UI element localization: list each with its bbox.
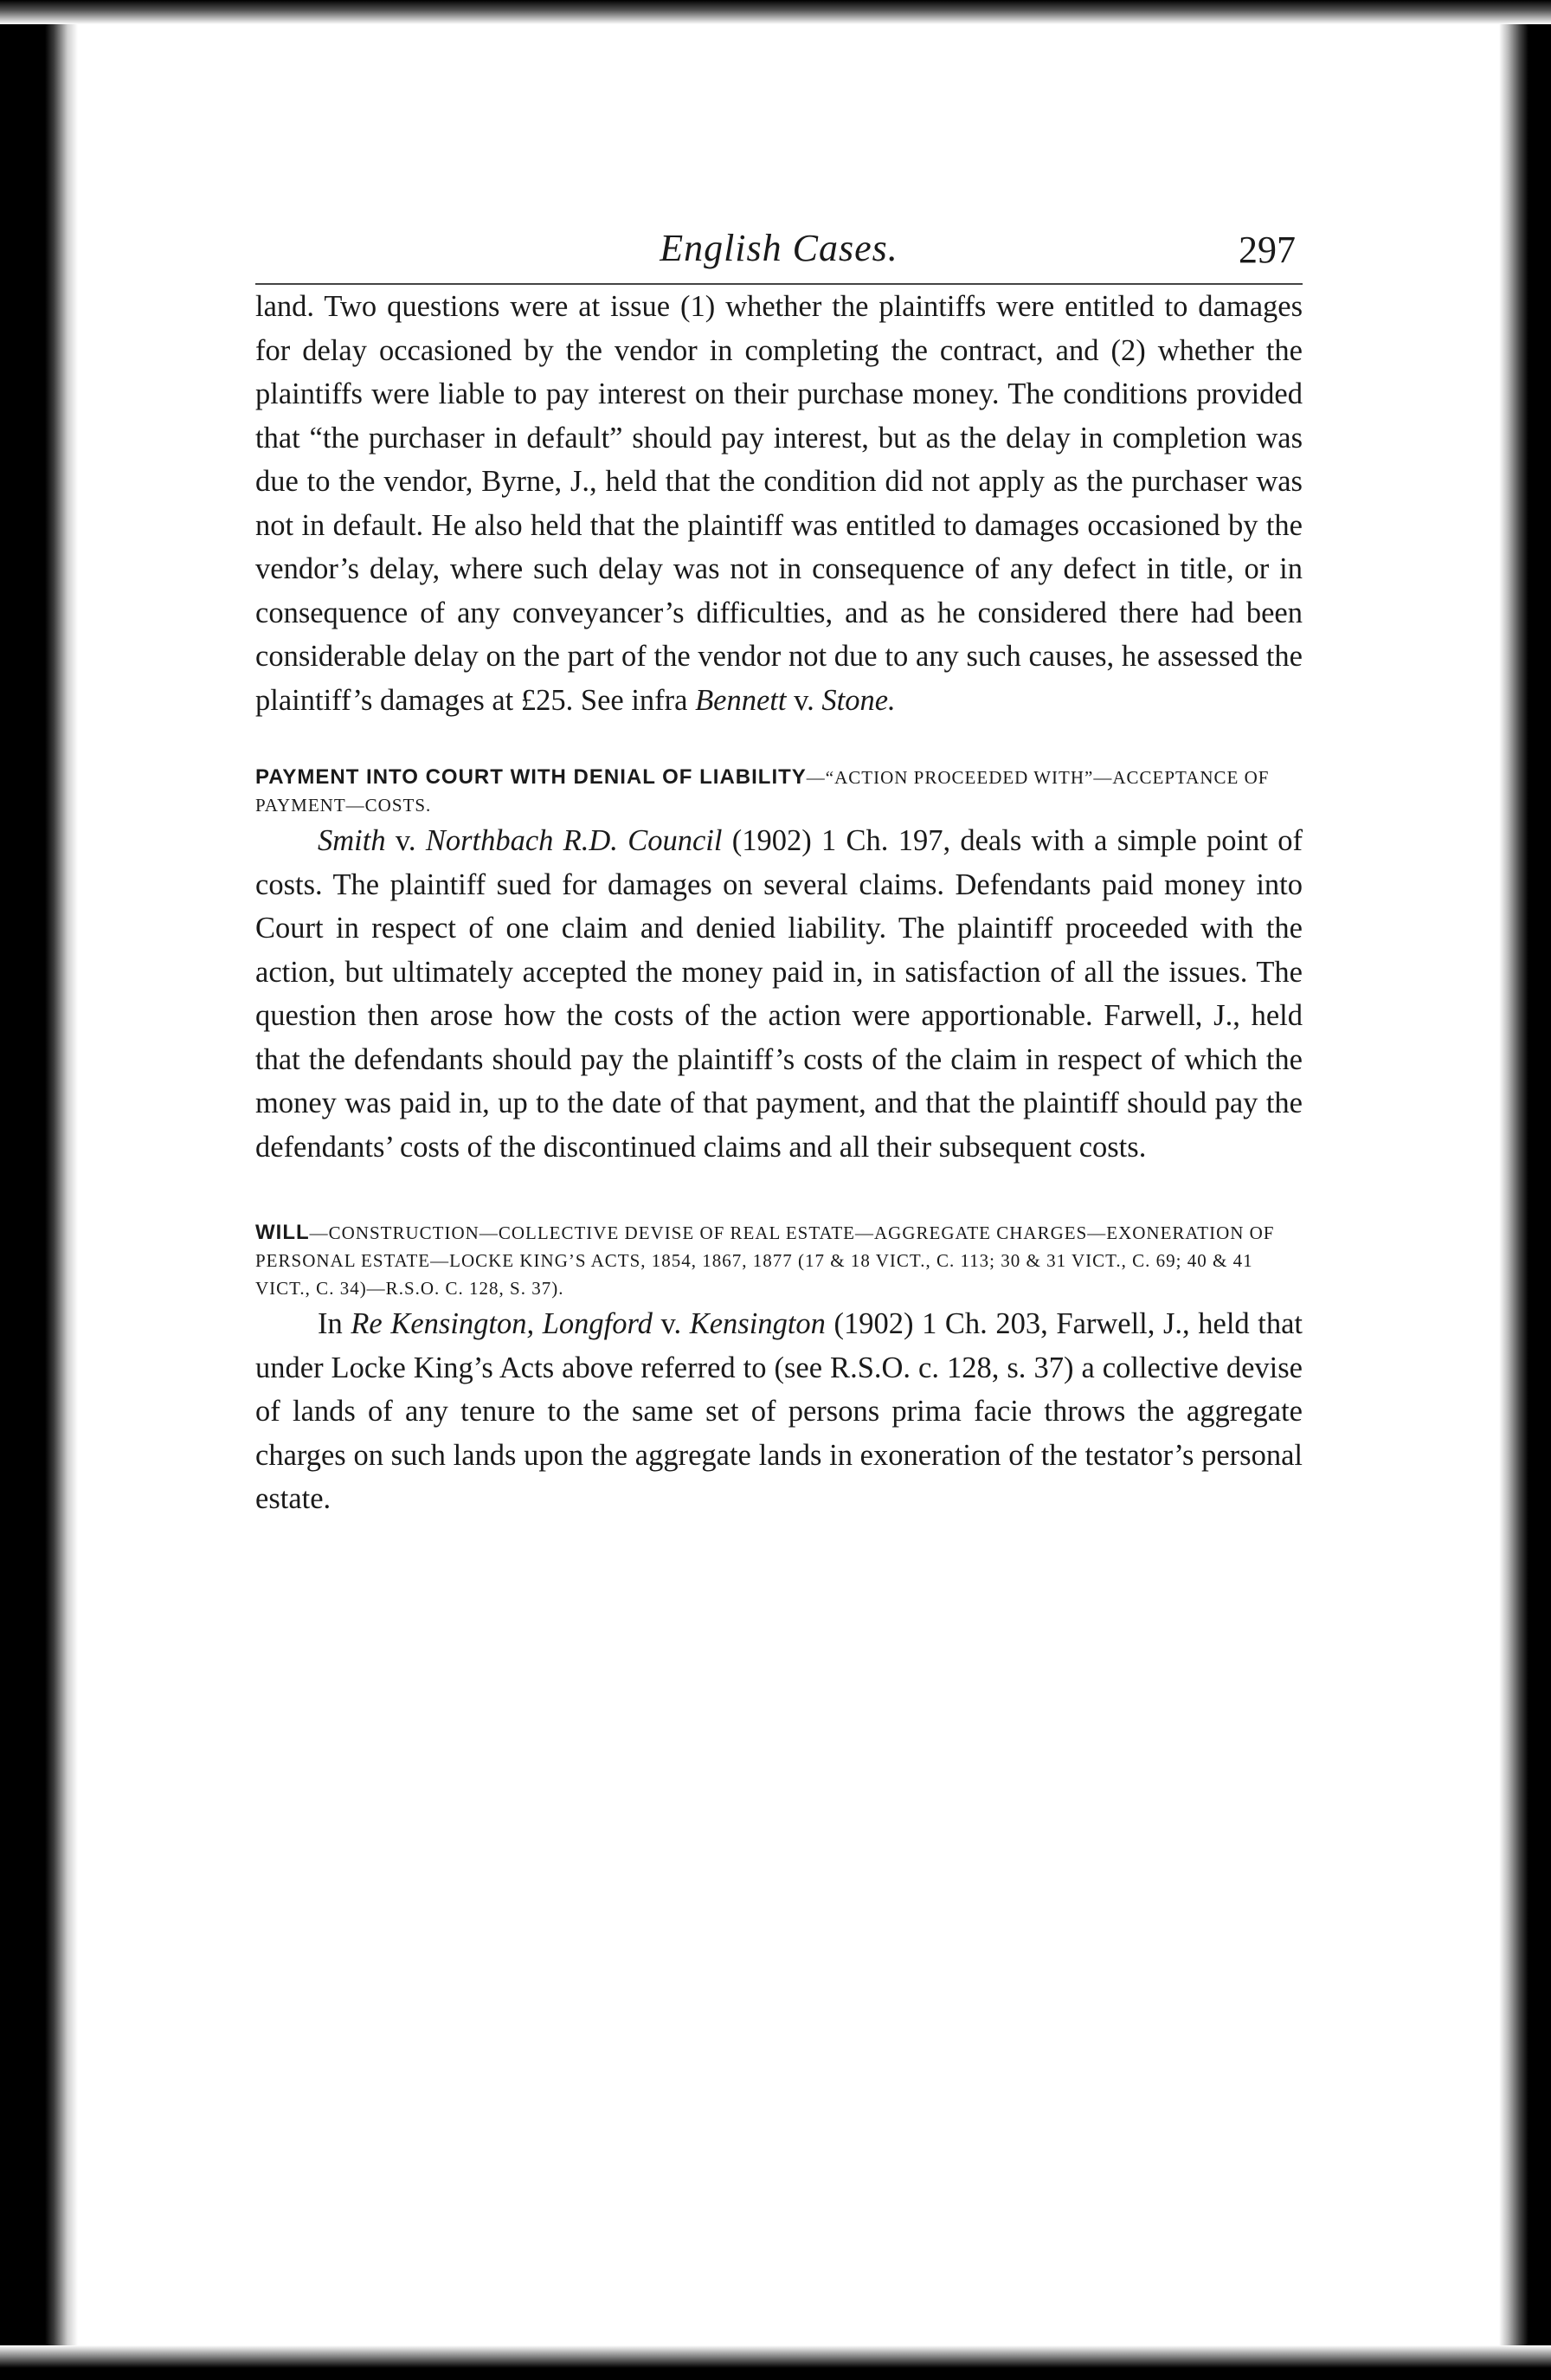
case-name-bennett: Bennett (695, 683, 787, 717)
book-page (255, 221, 1303, 1521)
case-paragraph-kensington (255, 1302, 1303, 1521)
page-number: 297 (1239, 229, 1296, 271)
paragraph-continued (255, 285, 1303, 722)
scan-bottom-edge (0, 2345, 1551, 2380)
running-title: English Cases. (660, 227, 898, 269)
scan-left-edge (0, 0, 78, 2380)
paragraph-text: land. Two questions were at issue (1) whether the plaintiffs were entitled to damages for delay occasioned by the vendor in completing the contract, and (2) whether the plaintiffs were liable to pay interest on their purchase money. The conditions provided that “the purchaser in default” should pay interest, but as the delay in completion was due to the vendor, Byrne, J., held that the condition did not apply as the purchaser was not in default. He also held that the plaintiff was entitled to damages occasioned by the vendor’s delay, where such delay was not in consequence of any defect in title, or in consequence of any conveyancer’s difficulties, and as he considered there had been considerable delay on the part of the vendor not due to any such causes, he assessed the plaintiff’s damages at £25. See infra (255, 290, 1303, 717)
case-versus: v. (385, 824, 426, 857)
case-name-northbach: Northbach R.D. Council (425, 824, 723, 857)
section-heading-rest: —CONSTRUCTION—COLLECTIVE DEVISE OF REAL ESTATE—AGGREGATE CHARGES—EXONERATION OF PERSONAL ESTATE—LOCKE KING’S ACTS, 1854, 1867, 1877 (17 & 18 VICT., C. 113; 30 & 31 VICT., C. 69; 40 & 41 VICT., C. 34)—R.S.O. C. 128, S. 37). (255, 1222, 1275, 1299)
case-name-smith: Smith (318, 824, 386, 857)
section-heading-lead: WILL (255, 1221, 310, 1244)
section-heading-payment (255, 764, 1303, 819)
case-text: (1902) 1 Ch. 203, Farwell, J., held that under Locke King’s Acts above referred to (see R.S.O. c. 128, s. 37) a collective devise of lands of any tenure to the same set of persons prima facie throws the aggregate charges on such lands upon the aggregate lands in exoneration of the testator’s personal estate. (255, 1307, 1303, 1515)
section-heading-rest: —“ACTION PROCEEDED WITH”—ACCEPTANCE OF PAYMENT—COSTS. (255, 767, 1270, 816)
case-name-re-kensington: Re Kensington, Longford (351, 1307, 653, 1340)
case-text: (1902) 1 Ch. 197, deals with a simple point of costs. The plaintiff sued for damages on several claims. Defendants paid money into Court in respect of one claim and denied liability. The plaintiff proceeded with the action, but ultimately accepted the money paid in, in satisfaction of all the issues. The question then arose how the costs of the action were apportionable. Farwell, J., held that the defendants should pay the plaintiff’s costs of the claim in respect of which the money was paid in, up to the date of that payment, and that the plaintiff should pay the defendants’ costs of the discontinued claims and all their subsequent costs. (255, 824, 1303, 1164)
case-name-stone: Stone. (821, 683, 896, 717)
section-heading-lead: PAYMENT INTO COURT WITH DENIAL OF LIABILITY (255, 765, 807, 789)
section-heading-will (255, 1219, 1303, 1302)
case-versus: v. (652, 1307, 690, 1340)
case-versus: v. (786, 683, 822, 717)
case-intro: In (318, 1307, 351, 1340)
case-paragraph-smith (255, 819, 1303, 1169)
scan-right-edge (1499, 0, 1551, 2380)
scan-top-edge (0, 0, 1551, 24)
running-head (255, 221, 1303, 285)
case-name-kensington: Kensington (689, 1307, 826, 1340)
